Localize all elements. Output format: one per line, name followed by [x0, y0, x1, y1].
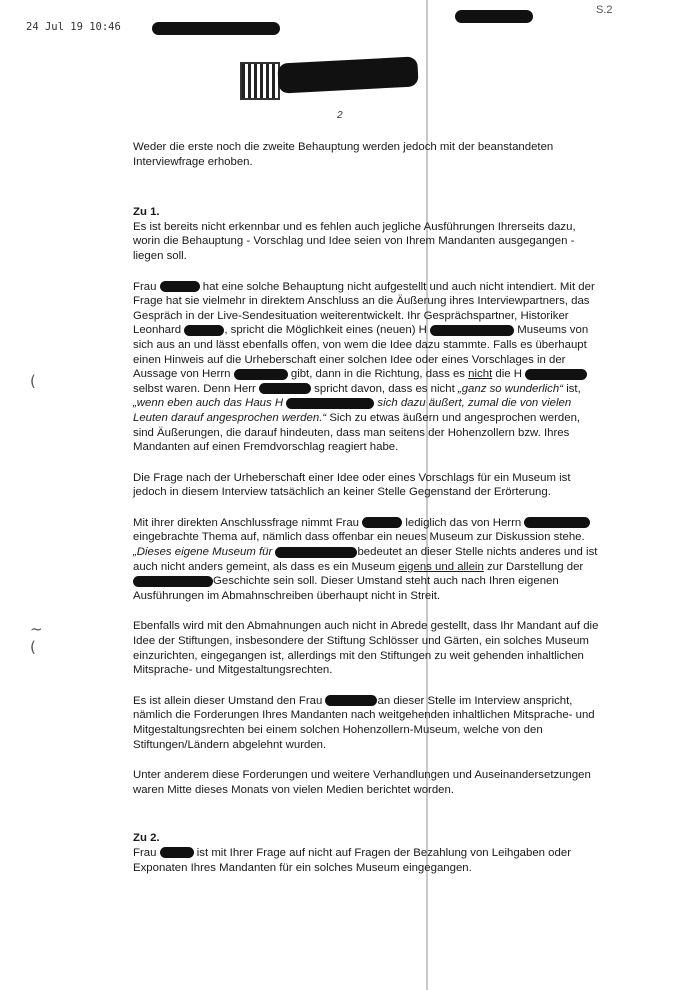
- text: „ganz so wunderlich“: [457, 382, 564, 395]
- redaction-block: [524, 517, 590, 528]
- text: Museums von sich aus an und lässt ebenfalls offen, von wem die Idee dazu stammte. Falls es überhaupt einen Hinweis auf die Urheberschaft einer solchen Idee oder eines Vorschlages in der Aussage von Herrn: [133, 324, 589, 381]
- section-heading: Zu 2.: [133, 832, 160, 845]
- text: Frau: [133, 280, 157, 293]
- text: Mit ihrer direkten Anschlussfrage nimmt Frau: [133, 516, 359, 529]
- margin-mark: (: [30, 372, 36, 390]
- paragraph-text: Es ist bereits nicht erkennbar und es fehlen auch jegliche Ausführungen Ihrerseits dazu, worin die Behauptung - Vorschlag und Idee seien von Ihrem Mandanten ausgegangen - liegen soll.: [133, 220, 576, 262]
- redaction-block: [234, 369, 288, 380]
- text: , spricht die Möglichkeit eines (neuen) H: [224, 324, 427, 337]
- text: „wenn eben auch das Haus H: [133, 397, 284, 410]
- paragraph-6: Ebenfalls wird mit den Abmahnungen auch nicht in Abrede gestellt, dass Ihr Mandant auf die Idee der Stiftungen, insbesondere der Stiftung Schlösser und Gärten, ein solches Museum einzurichten, eingegangen ist, allerdings mit den Stiftungen zu weit gehenden inhaltlichen Mitsprache- und Mitgestaltungsrechten.: [133, 620, 599, 677]
- paragraph-zu1: [133, 205, 603, 263]
- paragraph-3: [133, 280, 603, 455]
- redaction-block: [160, 847, 194, 858]
- text: hat eine solche Behauptung nicht aufgestellt und auch nicht intendiert. Mit der Frage hat sie vielmehr in direktem Anschluss an die Äußerung ihres Interviewpartners, das Gespräch in der Live-Sendesituation weiterentwickelt. Ihr Gesprächspartner, Historiker Leonhard: [133, 280, 595, 337]
- text: nicht: [468, 368, 493, 381]
- redaction-block: [152, 22, 280, 35]
- letterhead-logo: [240, 62, 280, 100]
- text: zur Darstellung der: [486, 560, 584, 573]
- margin-mark: (: [30, 638, 36, 656]
- text: Frau: [133, 846, 157, 859]
- redaction-block: [430, 325, 514, 336]
- redaction-block: [275, 547, 357, 558]
- text: eigens und allein: [398, 560, 484, 573]
- text: gibt, dann in die Richtung, dass es: [290, 368, 465, 381]
- paragraph-4: Die Frage nach der Urheberschaft einer Idee oder eines Vorschlags für ein Museum ist jedoch in diesem Interview tatsächlich an keiner Stelle Gegenstand der Erörterung.: [133, 471, 571, 499]
- paragraph-intro: Weder die erste noch die zweite Behauptung werden jedoch mit der beanstandeten Interviewfrage erhoben.: [133, 141, 554, 168]
- letter-body: [133, 140, 603, 891]
- redaction-block: [286, 398, 374, 409]
- redaction-block: [160, 281, 200, 292]
- fax-timestamp: 24 Jul 19 10:46: [26, 21, 121, 33]
- text: an dieser Stelle im Interview anspricht, nämlich die Forderungen Ihres Mandanten nach weitgehenden inhaltlichen Mitsprache- und Mitgestaltungsrechten bei einem solchen Hohenzollern-Museum, welche von den Stiftungen/Ländern abgelehnt wurden.: [133, 694, 595, 751]
- redaction-block: [277, 56, 418, 93]
- redaction-block: [133, 576, 213, 587]
- redaction-block: [525, 369, 587, 380]
- redaction-block: [184, 325, 224, 336]
- text: bedeutet an dieser Stelle nichts anderes und ist auch nicht anders gemeint, als dass es ein Museum: [133, 546, 598, 573]
- text: selbst waren. Denn Herr: [133, 382, 256, 395]
- paragraph-zu2: [133, 831, 603, 875]
- text: spricht davon, dass es nicht: [314, 382, 455, 395]
- paragraph-7: [133, 694, 603, 752]
- paragraph-8: Unter anderem diese Forderungen und weitere Verhandlungen und Auseinandersetzungen waren Mitte dieses Monats von vielen Medien berichtet worden.: [133, 769, 591, 796]
- text: „Dieses eigene Museum für: [133, 546, 273, 559]
- redaction-block: [455, 10, 533, 23]
- redaction-block: [325, 695, 377, 706]
- text: lediglich das von Herrn: [405, 516, 522, 529]
- paragraph-5: [133, 516, 603, 604]
- margin-mark: ~: [30, 620, 43, 638]
- text: Es ist allein dieser Umstand den Frau: [133, 694, 323, 707]
- page-number: 2: [337, 110, 343, 121]
- text: Sich zu etwas äußern und angesprochen werden, sind Äußerungen, die darauf hindeuten, dass man seitens der Hohenzollern bzw. Ihres Mandanten auf einen Fremdvorschlag reagiert habe.: [133, 411, 581, 454]
- text: die H: [495, 368, 522, 381]
- section-heading: Zu 1.: [133, 206, 160, 219]
- text: eingebrachte Thema auf, nämlich dass offenbar ein neues Museum zur Diskussion stehe.: [133, 531, 585, 544]
- redaction-block: [362, 517, 402, 528]
- text: ist,: [566, 382, 581, 395]
- text: sich dazu äußert, zumal die von vielen Leuten darauf angesprochen werden.“: [133, 397, 572, 424]
- text: ist mit Ihrer Frage auf nicht auf Fragen der Bezahlung von Leihgaben oder Exponaten Ihres Mandanten für ein solches Museum eingegangen.: [133, 846, 571, 874]
- fax-page-ref: S.2: [596, 4, 613, 16]
- text: Geschichte sein soll. Dieser Umstand steht auch nach Ihren eigenen Ausführungen im Abmahnschreiben überhaupt nicht in Streit.: [133, 575, 559, 602]
- redaction-block: [259, 383, 311, 394]
